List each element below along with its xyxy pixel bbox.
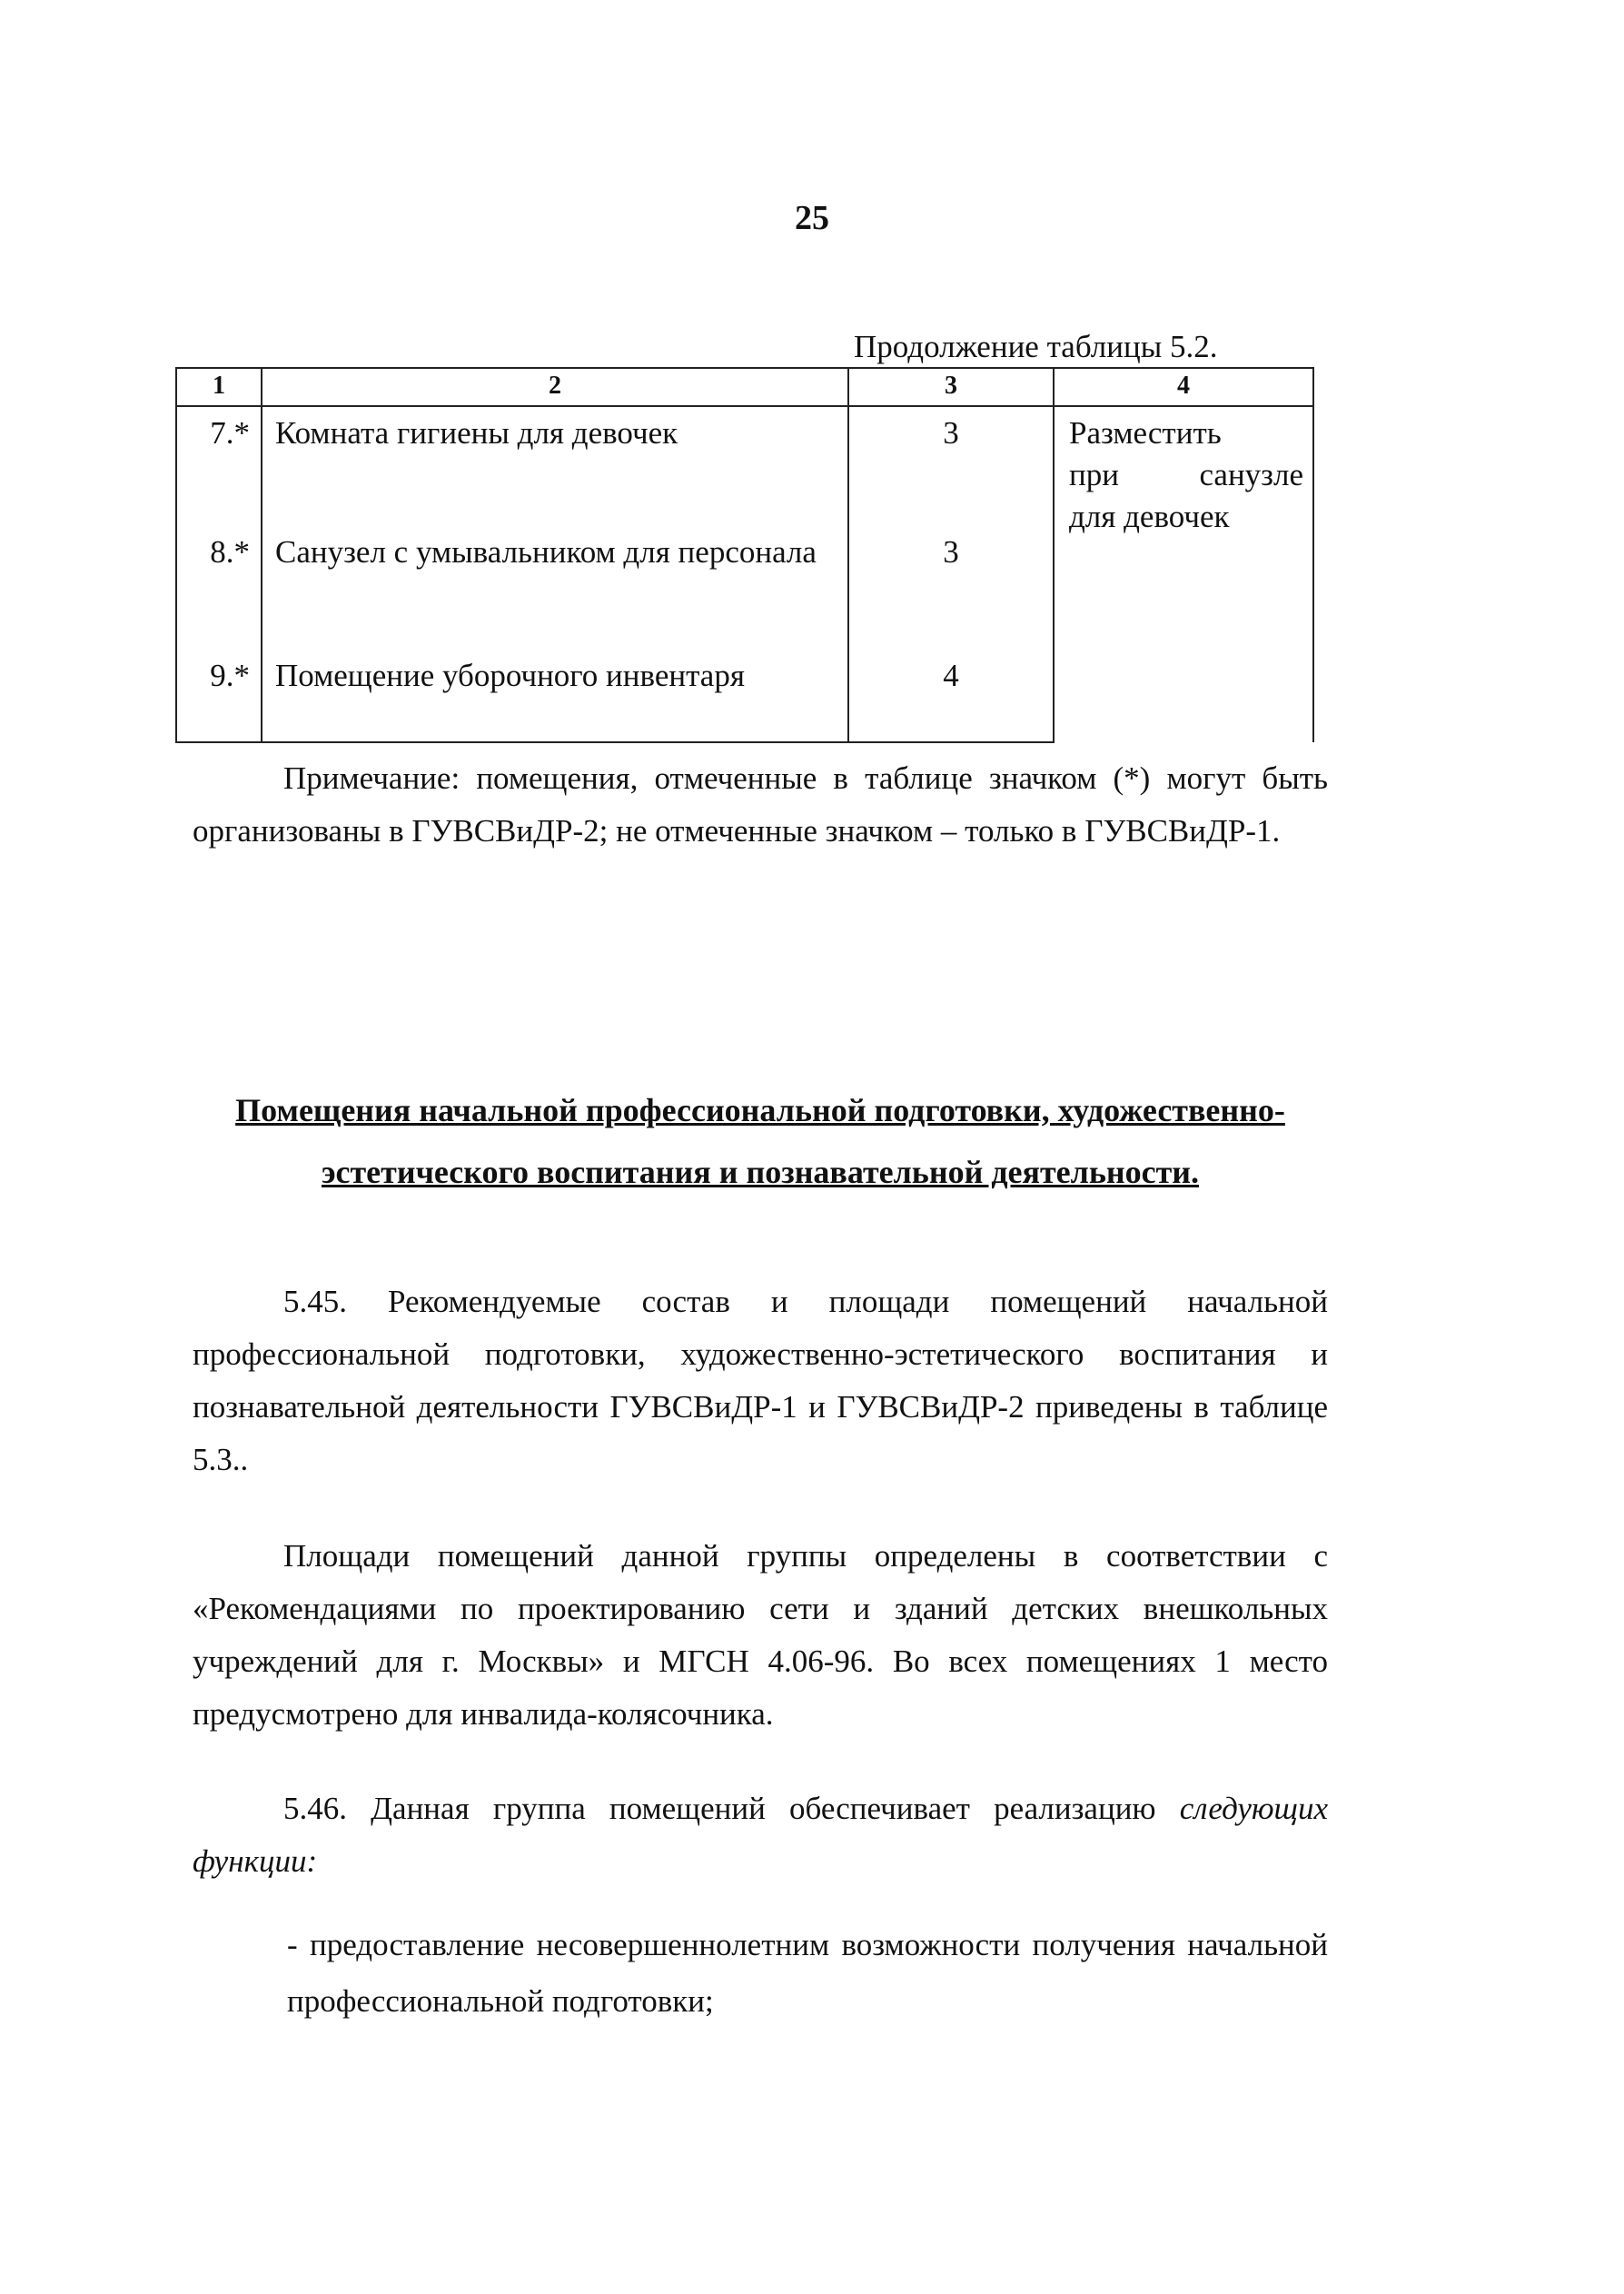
bullet-item: - предоставление несовершеннолетним возможности получения начальной профессиональной подготовки; bbox=[287, 1927, 1328, 2019]
table-header-cell: 1 bbox=[176, 368, 262, 406]
room-name: Комната гигиены для девочек bbox=[262, 406, 848, 531]
placement-note bbox=[1054, 406, 1313, 742]
table-row bbox=[176, 406, 1313, 531]
room-area: 3 bbox=[848, 406, 1054, 531]
section-heading: Помещения начальной профессиональной подготовки, художественно-эстетического воспитания и познавательной деятельности. bbox=[235, 1092, 1285, 1190]
table-caption: Продолжение таблицы 5.2. bbox=[854, 329, 1218, 364]
table-note-text: Примечание: помещения, отмеченные в таблице значком (*) могут быть организованы в ГУВСВиДР-2; не отмеченные значком – только в ГУВСВиДР-1. bbox=[193, 760, 1328, 849]
room-area: 4 bbox=[848, 655, 1054, 742]
paragraph-text: 5.46. Данная группа помещений обеспечивает реализацию bbox=[283, 1791, 1156, 1826]
paragraph-areas bbox=[193, 1530, 1328, 1741]
table-header-cell: 3 bbox=[848, 368, 1054, 406]
row-number: 7.* bbox=[176, 406, 262, 531]
placement-note-line: при санузле bbox=[1069, 457, 1303, 492]
placement-note-line: Разместить bbox=[1069, 415, 1222, 451]
paragraph-text: Площади помещений данной группы определены в соответствии с «Рекомендациями по проектированию сети и зданий детских внешкольных учреждений для г. Москвы» и МГСН 4.06-96. Во всех помещениях 1 место предусмотрено для инвалида-колясочника. bbox=[193, 1538, 1328, 1732]
paragraph-5-45 bbox=[193, 1276, 1328, 1486]
paragraph-italic-text: следующих функции: bbox=[193, 1791, 1328, 1879]
table-header-cell: 2 bbox=[262, 368, 848, 406]
row-number: 8.* bbox=[176, 531, 262, 655]
row-number: 9.* bbox=[176, 655, 262, 742]
paragraph-5-46 bbox=[193, 1783, 1328, 1888]
page-number: 25 bbox=[795, 199, 829, 237]
table-note bbox=[193, 752, 1328, 858]
room-name: Санузел с умывальником для персонала bbox=[262, 531, 848, 655]
room-area: 3 bbox=[848, 531, 1054, 655]
placement-note-line: для девочек bbox=[1069, 499, 1230, 534]
table-header-row bbox=[176, 368, 1313, 406]
paragraph-text: 5.45. Рекомендуемые состав и площади помещений начальной профессиональной подготовки, художественно-эстетического воспитания и познавательной деятельности ГУВСВиДР-1 и ГУВСВиДР-2 приведены в таблице 5.3.. bbox=[193, 1284, 1328, 1477]
room-name: Помещение уборочного инвентаря bbox=[262, 655, 848, 742]
rooms-table bbox=[175, 367, 1314, 743]
table-header-cell: 4 bbox=[1054, 368, 1313, 406]
